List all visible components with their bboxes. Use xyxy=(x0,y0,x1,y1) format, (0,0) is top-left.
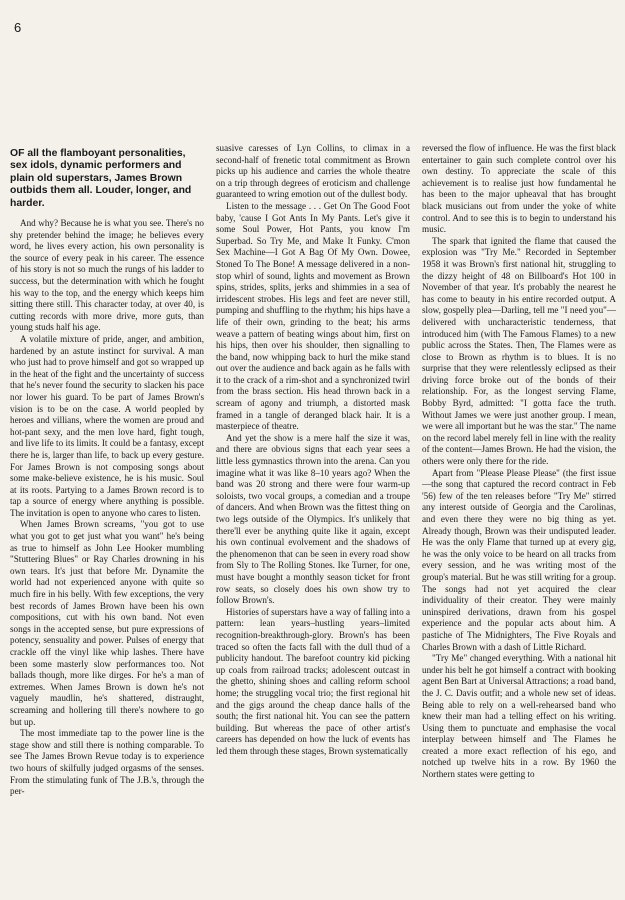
lead-paragraph: OF all the flamboyant personalities, sex idols, dynamic performers and plain old superstars, James Brown outbids them all. Louder, longer, and harder. xyxy=(10,148,192,209)
paragraph: reversed the flow of influence. He was the first black entertainer to gain such complete control over his own destiny. To appreciate the scale of this achievement is to realise just how fundamental he has been to the major upheaval that has brought black musicians out from under the yoke of white control. And to see this is to begin to understand his music. xyxy=(422,143,616,235)
paragraph: suasive caresses of Lyn Collins, to climax in a second-half of frenetic total commitment as Brown picks up his audience and carries the whole theatre on a trip through degrees of eroticism and challenge guaranteed to wring emotion out of the dullest body. xyxy=(216,143,410,200)
page-number: 6 xyxy=(14,20,22,35)
column-1 xyxy=(10,143,204,895)
paragraph: And yet the show is a mere half the size it was, and there are obvious signs that each year sees a little less gymnastics thrown into the arena. Can you imagine what it was like 8–10 years ago? When the band was 20 strong and there were four warm-up soloists, two vocal groups, a comedian and a troupe of dancers. And when Brown was the fittest thing on two legs outside of the Olympics. It's unlikely that there'll ever be anything quite like it again, except his own continual evolvement and the shadows of the phenomenon that can be seen in every road show from Sly to The Rolling Stones. Ike Turner, for one, must have bought a monthly season ticket for front row seats, so closely does his own show try to follow Brown's. xyxy=(216,432,410,606)
paragraph: Apart from "Please Please Please" (the first issue—the song that captured the record contract in Feb '56) few of the ten releases before "Try Me" stirred any interest outside of Georgia and the Carolinas, and even there they were no big thing as yet. Already though, Brown was their undisputed leader. He was the only Flame that turned up at every gig, he was the only voice to be heard on all tracks from every session, and he was writing most of the group's material. But he was still writing for a group. The songs had not yet acquired the clear individuality of their creator. They were mainly uninspired derivations, drawn from his gospel experience and the popular acts about him. A pastiche of The Midnighters, The Five Royals and Charles Brown with a dash of Little Richard. xyxy=(422,467,616,652)
paragraph: The most immediate tap to the power line is the stage show and still there is nothing comparable. To see The James Brown Revue today is to experience two hours of skilfully judged orgasms of the senses. From the stimulating funk of The J.B.'s, through the per- xyxy=(10,728,204,797)
paragraph: And why? Because he is what you see. There's no shy pretender behind the image; he believes every word, he lives every action, his own personality is the source of every peak in his career. The essence of his story is not so much the rungs of his ladder to success, but the determination with which he fought his way to the top, and the energy which keeps him sitting there still. This character today, at over 40, is cutting records with more drive, more guts, than young studs half his age. xyxy=(10,218,204,333)
paragraph: Listen to the message . . . Get On The Good Foot baby, 'cause I Got Ants In My Pants. Let's give it some Soul Power, Hot Pants, you know I'm Superbad. So Try Me, and Make It Funky. C'mon Sex Machine—I Got A Bag Of My Own. Dowee, Stoned To The Bone! A message delivered in a non-stop whirl of sound, lights and movement as Brown spins, strides, splits, jerks and shimmies in a sea of irridescent strobes. His legs and feet are never still, pumping and shuffling to the rhythm; his hips have a life of their own, grinding to the beat; his arms weave a pattern of beating wings about him, first on his hips, then over his shoulder, then signalling to the band, now whipping back to hurl the mike stand out over the audience and back again as he falls with it to the crack of a rim-shot and a synchronized twirl from the brass section. His head thrown back in a scream of agony and triumph, a distorted mask framed in a tangle of deranged black hair. It is a masterpiece of theatre. xyxy=(216,200,410,432)
paragraph: "Try Me" changed everything. With a national hit under his belt he got himself a contract with booking agent Ben Bart at Universal Attractions; a road band, the J. C. Davis outfit; and a whole new set of ideas. Being able to rely on a well-rehearsed band who knew their man had a telling effect on his writing. Using them to punctuate and emphasise the vocal interplay between himself and The Flames he created a more exact reflection of his ego, and notched up twelve hits in a row. By 1960 the Northern states were getting to xyxy=(422,653,616,780)
paragraph: When James Brown screams, "you got to use what you got to get just what you want" he's being as true to himself as John Lee Hooker mumbling "Stuttering Blues" or Ray Charles drowning in his own tears. It's just that before Mr. Dynamite the world had not experienced anyone with quite so much fire in his belly. With few exceptions, the very best records of James Brown have been his own compositions, cut with his own band. Not even songs in the accepted sense, but pure expressions of potency, sensuality and power. Pulses of energy that crackle off the vinyl like whip lashes. There have been some masterly slow performances too. Not ballads though, more like dirges. For he's a man of extremes. When James Brown is down he's not vaguely maudlin, he's shattered, distraught, screaming and hollering till there's nowhere to go but up. xyxy=(10,519,204,727)
column-2 xyxy=(216,143,410,895)
article-body xyxy=(10,143,616,895)
column-3 xyxy=(422,143,616,895)
paragraph: Histories of superstars have a way of falling into a pattern: lean years–hustling years–limited recognition-breakthrough-glory. Brown's has been traced so often the facts fall with the dull thud of a publicity handout. The barefoot country kid picking up coals from railroad tracks; adolescent outcast in the ghetto, shining shoes and calling reform school home; the struggling vocal trio; the first regional hit and the gigs around the cheap dance halls of the south; the first national hit. You can see the pattern building. But whereas the pace of other artist's careers has depended on how the luck of events has led them through these stages, Brown systematically xyxy=(216,606,410,756)
paragraph: The spark that ignited the flame that caused the explosion was "Try Me." Recorded in September 1958 it was Brown's first national hit, struggling to the dizzy height of 48 on Billboard's Hot 100 in November of that year. It's probably the nearest he has come to beauty in his entire recorded output. A slow, gospelly plea—Darling, tell me "I need you"—delivered with uncharacteristic tenderness, that introduced him (with The Famous Flames) to a new public across the States. Then, The Flames were as close to Brown as rhythm is to blues. It is no surprise that they were relentlessly eclipsed as their driving force broke out of the bonds of their relationship. For, as the longest serving Flame, Bobby Byrd, admitted: "I gotta face the truth. Without James we were just another group. I mean, we were all important but he was the star." The name on the record label merely fell in line with the reality of the content—James Brown. He had the vision, the others were only there for the ride. xyxy=(422,235,616,467)
paragraph: A volatile mixture of pride, anger, and ambition, hardened by an astute instinct for survival. A man who just had to prove himself and got so wrapped up in the heat of the fight and the uncertainty of success that he's never found the security to slacken his pace nor lower his guard. To be part of James Brown's vision is to be on the case. A world peopled by heroes and villians, where the women are proud and hot-pant sexy, and the men love hard, fight tough, and live life to its limits. It could be a fantasy, except there he is, larger than life, to back up every gesture. For James Brown is not composing songs about some make-believe existence, he is his music. Soul at its roots. Partying to a James Brown record is to tap a source of energy where anything is possible. The invitation is open to anyone who cares to listen. xyxy=(10,333,204,518)
